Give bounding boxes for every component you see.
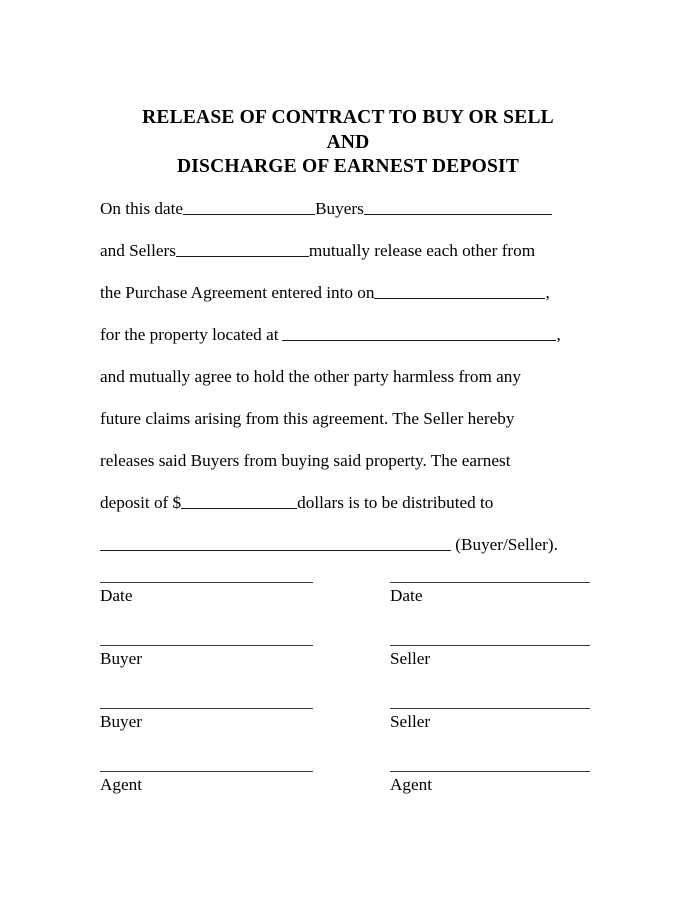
body-line-3-text-a: the Purchase Agreement entered into on [100, 283, 375, 302]
signature-field-date-right[interactable] [390, 582, 590, 607]
signature-field-seller-2[interactable] [390, 708, 590, 733]
body-line-1 [100, 198, 596, 240]
signature-label: Agent [390, 775, 433, 794]
body-line-5-text: and mutually agree to hold the other party harmless from any [100, 367, 521, 386]
title-line-1: RELEASE OF CONTRACT TO BUY OR SELL [142, 107, 554, 128]
signature-field-date-left[interactable] [100, 582, 313, 607]
body-line-9-text: (Buyer/Seller). [451, 535, 558, 554]
document-title [0, 106, 696, 180]
buyers-blank-field[interactable] [364, 198, 552, 215]
signature-label: Agent [100, 775, 143, 794]
signature-row [100, 771, 596, 834]
sellers-blank-field[interactable] [176, 240, 309, 257]
signature-field-buyer-2[interactable] [100, 708, 313, 733]
body-line-8-text-b: dollars is to be distributed to [297, 493, 494, 512]
body-line-6 [100, 408, 596, 450]
distribution-party-blank-field[interactable] [100, 534, 451, 551]
body-line-4 [100, 324, 596, 366]
signature-field-seller-1[interactable] [390, 645, 590, 670]
body-line-2 [100, 240, 596, 282]
signature-field-agent-left[interactable] [100, 771, 313, 796]
document-body [100, 198, 596, 576]
body-line-2-text-b: mutually release each other from [308, 241, 536, 260]
body-line-4-text-a: for the property located at [100, 325, 279, 344]
signature-label: Date [100, 586, 133, 605]
signature-label: Date [390, 586, 423, 605]
signature-field-agent-right[interactable] [390, 771, 590, 796]
body-line-4-text-b: , [556, 325, 561, 344]
body-line-3 [100, 282, 596, 324]
signature-label: Buyer [100, 649, 143, 668]
deposit-amount-blank-field[interactable] [181, 492, 297, 509]
body-line-2-text-a: and Sellers [100, 241, 176, 260]
body-line-7 [100, 450, 596, 492]
property-address-blank-field[interactable] [282, 324, 556, 341]
signature-label: Seller [390, 649, 431, 668]
signature-block [100, 582, 596, 834]
signature-row [100, 582, 596, 645]
signature-field-buyer-1[interactable] [100, 645, 313, 670]
body-line-9 [100, 534, 596, 576]
body-line-3-text-b: , [545, 283, 550, 302]
signature-row [100, 645, 596, 708]
body-line-8 [100, 492, 596, 534]
body-line-5 [100, 366, 596, 408]
body-line-1-text-a: On this date [100, 199, 184, 218]
body-line-7-text: releases said Buyers from buying said property. The earnest [100, 451, 511, 470]
body-line-1-text-b: Buyers [315, 199, 364, 218]
signature-label: Buyer [100, 712, 143, 731]
body-line-6-text: future claims arising from this agreement. The Seller hereby [100, 409, 515, 428]
body-line-8-text-a: deposit of $ [100, 493, 182, 512]
agreement-date-blank-field[interactable] [374, 282, 545, 299]
date-blank-field[interactable] [183, 198, 315, 215]
signature-row [100, 708, 596, 771]
title-line-2: AND [326, 131, 370, 153]
signature-label: Seller [390, 712, 431, 731]
title-line-3: DISCHARGE OF EARNEST DEPOSIT [176, 156, 520, 177]
